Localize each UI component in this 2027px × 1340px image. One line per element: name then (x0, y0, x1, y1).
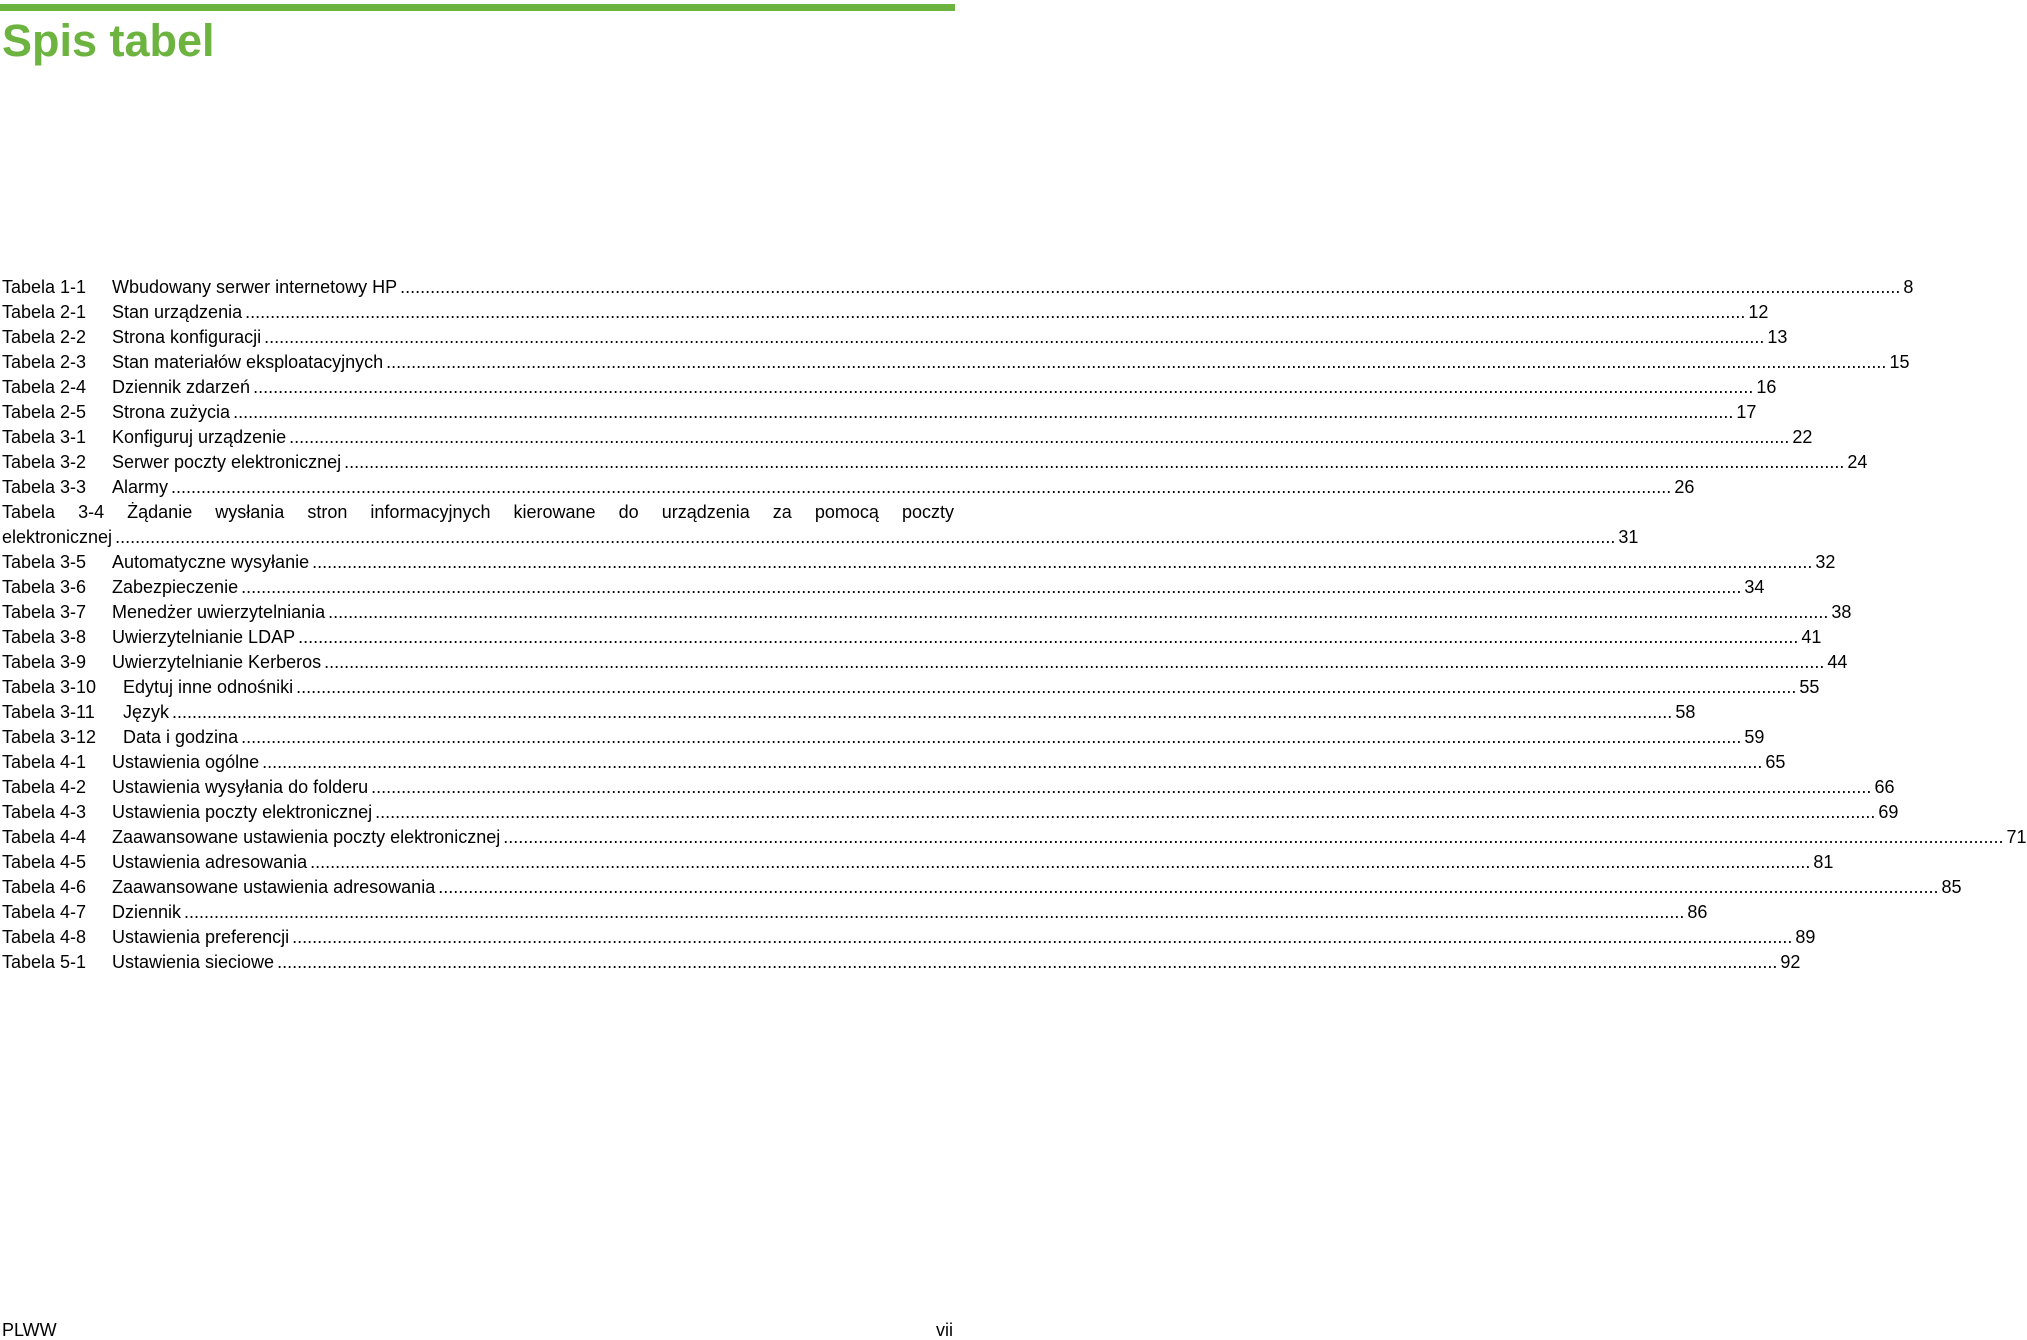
toc-entry[interactable] (2, 875, 1962, 900)
toc-entry-title: Zabezpieczenie (112, 577, 239, 597)
toc-entry-title: Zaawansowane ustawienia poczty elektronicznej (112, 827, 501, 847)
toc-entry[interactable] (2, 950, 1801, 975)
toc-entry-title: Konfiguruj urządzenie (112, 427, 287, 447)
toc-entry[interactable] (2, 925, 1816, 950)
toc-dot-leader: ............................................................................................................................................................................................................................................................................................................ (171, 477, 1672, 497)
toc-entry-page: 24 (1847, 452, 1868, 472)
toc-entry-page: 65 (1765, 752, 1786, 772)
toc-entry-number: Tabela 3-1 (2, 427, 87, 447)
toc-entry[interactable] (2, 300, 1769, 325)
toc-entry[interactable] (2, 275, 1914, 300)
toc-entry-title: Strona zużycia (112, 402, 231, 422)
toc-entry-title: Automatyczne wysyłanie (112, 552, 310, 572)
toc-entry-wrapped-first-line[interactable] (2, 500, 954, 525)
toc-entry[interactable] (2, 800, 1899, 825)
toc-entry-title: Wbudowany serwer internetowy HP (112, 277, 398, 297)
toc-entry-title: Dziennik (112, 902, 182, 922)
toc-entry-number: Tabela 2-4 (2, 377, 87, 397)
toc-entry-number: Tabela 4-8 (2, 927, 87, 947)
toc-entry[interactable] (2, 750, 1786, 775)
toc-dot-leader: ............................................................................................................................................................................................................................................................................................................ (310, 852, 1811, 872)
toc-word: do (618, 502, 639, 522)
toc-entry-number: Tabela 4-1 (2, 752, 87, 772)
toc-word: 3-4 (78, 502, 105, 522)
toc-entry-title: Strona konfiguracji (112, 327, 262, 347)
toc-entry-page: 34 (1744, 577, 1765, 597)
toc-entry-title: Ustawienia preferencji (112, 927, 290, 947)
toc-entry-page: 13 (1767, 327, 1788, 347)
footer-document-code: PLWW (2, 1320, 57, 1340)
toc-entry-number: Tabela 4-6 (2, 877, 87, 897)
toc-entry-page: 26 (1674, 477, 1695, 497)
toc-dot-leader: ............................................................................................................................................................................................................................................................................................................ (438, 877, 1939, 897)
toc-entry-number: Tabela 2-1 (2, 302, 87, 322)
toc-entry-number: Tabela 2-2 (2, 327, 87, 347)
toc-entry-page: 81 (1813, 852, 1834, 872)
toc-word: Tabela (2, 502, 56, 522)
toc-entry-page: 17 (1736, 402, 1757, 422)
toc-entry[interactable] (2, 600, 1852, 625)
page-title: Spis tabel (2, 15, 215, 66)
toc-dot-leader: ............................................................................................................................................................................................................................................................................................................ (298, 627, 1799, 647)
toc-entry-title: Ustawienia sieciowe (112, 952, 275, 972)
toc-entry-title: Ustawienia poczty elektronicznej (112, 802, 373, 822)
toc-entry-wrapped-second-line[interactable] (2, 525, 1639, 550)
toc-entry-number: Tabela 3-2 (2, 452, 87, 472)
toc-entry[interactable] (2, 700, 1696, 725)
toc-entry-number: Tabela 1-1 (2, 277, 87, 297)
toc-entry-number: Tabela 3-8 (2, 627, 87, 647)
toc-word: Żądanie (127, 502, 193, 522)
toc-entry-page: 41 (1801, 627, 1822, 647)
toc-dot-leader: ............................................................................................................................................................................................................................................................................................................ (328, 602, 1829, 622)
toc-entry-page: 31 (1618, 527, 1639, 547)
toc-entry[interactable] (2, 675, 1820, 700)
toc-entry-page: 44 (1827, 652, 1848, 672)
toc-entry-number: Tabela 5-1 (2, 952, 87, 972)
toc-entry-title-line2: elektronicznej (2, 527, 113, 547)
toc-entry-page: 86 (1687, 902, 1708, 922)
toc-entry-number: Tabela 4-3 (2, 802, 87, 822)
toc-entry[interactable] (2, 625, 1822, 650)
toc-entry-page: 92 (1780, 952, 1801, 972)
toc-word: wysłania (215, 502, 285, 522)
toc-word: urządzenia (661, 502, 750, 522)
toc-entry[interactable] (2, 725, 1765, 750)
toc-entry[interactable] (2, 375, 1777, 400)
toc-entry[interactable] (2, 350, 1910, 375)
toc-dot-leader: ............................................................................................................................................................................................................................................................................................................ (312, 552, 1813, 572)
toc-entry-number: Tabela 4-2 (2, 777, 87, 797)
toc-entry[interactable] (2, 425, 1813, 450)
toc-word: informacyjnych (370, 502, 491, 522)
toc-entry-page: 32 (1815, 552, 1836, 572)
toc-entry-number: Tabela 2-5 (2, 402, 87, 422)
footer-page-number: vii (936, 1320, 953, 1340)
toc-entry-title: Dziennik zdarzeń (112, 377, 251, 397)
toc-dot-leader: ............................................................................................................................................................................................................................................................................................................ (292, 927, 1793, 947)
toc-entry-page: 71 (2006, 827, 2027, 847)
table-of-tables (2, 275, 2027, 975)
toc-dot-leader: ............................................................................................................................................................................................................................................................................................................ (277, 952, 1778, 972)
toc-dot-leader: ............................................................................................................................................................................................................................................................................................................ (386, 352, 1887, 372)
toc-entry[interactable] (2, 400, 1757, 425)
toc-entry-title: Zaawansowane ustawienia adresowania (112, 877, 436, 897)
toc-entry-page: 8 (1903, 277, 1914, 297)
toc-entry-page: 59 (1744, 727, 1765, 747)
toc-dot-leader: ............................................................................................................................................................................................................................................................................................................ (344, 452, 1845, 472)
toc-entry-number: Tabela 3-12 (2, 727, 97, 747)
toc-entry[interactable] (2, 450, 1868, 475)
toc-dot-leader: ............................................................................................................................................................................................................................................................................................................ (184, 902, 1685, 922)
toc-entry[interactable] (2, 850, 1834, 875)
toc-entry-title: Data i godzina (123, 727, 239, 747)
toc-entry-page: 22 (1792, 427, 1813, 447)
toc-entry[interactable] (2, 825, 2027, 850)
toc-entry[interactable] (2, 775, 1895, 800)
toc-dot-leader: ............................................................................................................................................................................................................................................................................................................ (264, 327, 1765, 347)
toc-entry-title: Ustawienia adresowania (112, 852, 308, 872)
toc-word: kierowane (513, 502, 596, 522)
toc-entry-number: Tabela 4-4 (2, 827, 87, 847)
toc-entry-page: 85 (1941, 877, 1962, 897)
toc-dot-leader: ............................................................................................................................................................................................................................................................................................................ (241, 577, 1742, 597)
toc-entry-title: Serwer poczty elektronicznej (112, 452, 342, 472)
toc-entry-page: 38 (1831, 602, 1852, 622)
toc-entry[interactable] (2, 650, 1848, 675)
toc-word: stron (307, 502, 348, 522)
toc-dot-leader: ............................................................................................................................................................................................................................................................................................................ (289, 427, 1790, 447)
toc-dot-leader: ............................................................................................................................................................................................................................................................................................................ (371, 777, 1872, 797)
top-rule (0, 4, 955, 11)
toc-entry-page: 89 (1795, 927, 1816, 947)
toc-entry-title: Język (123, 702, 170, 722)
toc-dot-leader: ............................................................................................................................................................................................................................................................................................................ (115, 527, 1616, 547)
toc-entry-number: Tabela 3-9 (2, 652, 87, 672)
toc-entry-number: Tabela 4-7 (2, 902, 87, 922)
toc-entry-number: Tabela 3-3 (2, 477, 87, 497)
toc-dot-leader: ............................................................................................................................................................................................................................................................................................................ (400, 277, 1901, 297)
toc-entry-number: Tabela 2-3 (2, 352, 87, 372)
toc-entry-title: Uwierzytelnianie Kerberos (112, 652, 322, 672)
toc-entry-title: Edytuj inne odnośniki (123, 677, 294, 697)
toc-entry-title: Uwierzytelnianie LDAP (112, 627, 296, 647)
toc-dot-leader: ............................................................................................................................................................................................................................................................................................................ (375, 802, 1876, 822)
toc-word: poczty (901, 502, 954, 522)
toc-entry-number: Tabela 3-7 (2, 602, 87, 622)
toc-word: za (772, 502, 792, 522)
toc-entry-number: Tabela 3-11 (2, 702, 95, 722)
toc-dot-leader: ............................................................................................................................................................................................................................................................................................................ (296, 677, 1797, 697)
toc-dot-leader: ............................................................................................................................................................................................................................................................................................................ (503, 827, 2004, 847)
toc-entry[interactable] (2, 575, 1765, 600)
toc-entry-title: Stan urządzenia (112, 302, 243, 322)
toc-entry-page: 16 (1756, 377, 1777, 397)
toc-entry[interactable] (2, 900, 1708, 925)
toc-entry-page: 15 (1889, 352, 1910, 372)
toc-dot-leader: ............................................................................................................................................................................................................................................................................................................ (253, 377, 1754, 397)
toc-entry-page: 12 (1748, 302, 1769, 322)
toc-dot-leader: ............................................................................................................................................................................................................................................................................................................ (262, 752, 1763, 772)
toc-entry[interactable] (2, 475, 1695, 500)
toc-entry-page: 58 (1675, 702, 1696, 722)
toc-entry-number: Tabela 3-5 (2, 552, 87, 572)
toc-entry-number: Tabela 3-10 (2, 677, 97, 697)
toc-dot-leader: ............................................................................................................................................................................................................................................................................................................ (233, 402, 1734, 422)
toc-entry[interactable] (2, 325, 1788, 350)
toc-entry-title: Ustawienia wysyłania do folderu (112, 777, 369, 797)
toc-entry-page: 66 (1874, 777, 1895, 797)
toc-dot-leader: ............................................................................................................................................................................................................................................................................................................ (172, 702, 1673, 722)
toc-dot-leader: ............................................................................................................................................................................................................................................................................................................ (324, 652, 1825, 672)
toc-dot-leader: ............................................................................................................................................................................................................................................................................................................ (241, 727, 1742, 747)
toc-entry-number: Tabela 4-5 (2, 852, 87, 872)
toc-entry-title: Menedżer uwierzytelniania (112, 602, 326, 622)
toc-word: pomocą (814, 502, 879, 522)
toc-entry-page: 55 (1799, 677, 1820, 697)
toc-dot-leader: ............................................................................................................................................................................................................................................................................................................ (245, 302, 1746, 322)
toc-entry-title: Stan materiałów eksploatacyjnych (112, 352, 384, 372)
toc-entry-number: Tabela 3-6 (2, 577, 87, 597)
toc-entry-title: Ustawienia ogólne (112, 752, 260, 772)
toc-entry-page: 69 (1878, 802, 1899, 822)
toc-entry[interactable] (2, 550, 1836, 575)
toc-entry-title: Alarmy (112, 477, 169, 497)
